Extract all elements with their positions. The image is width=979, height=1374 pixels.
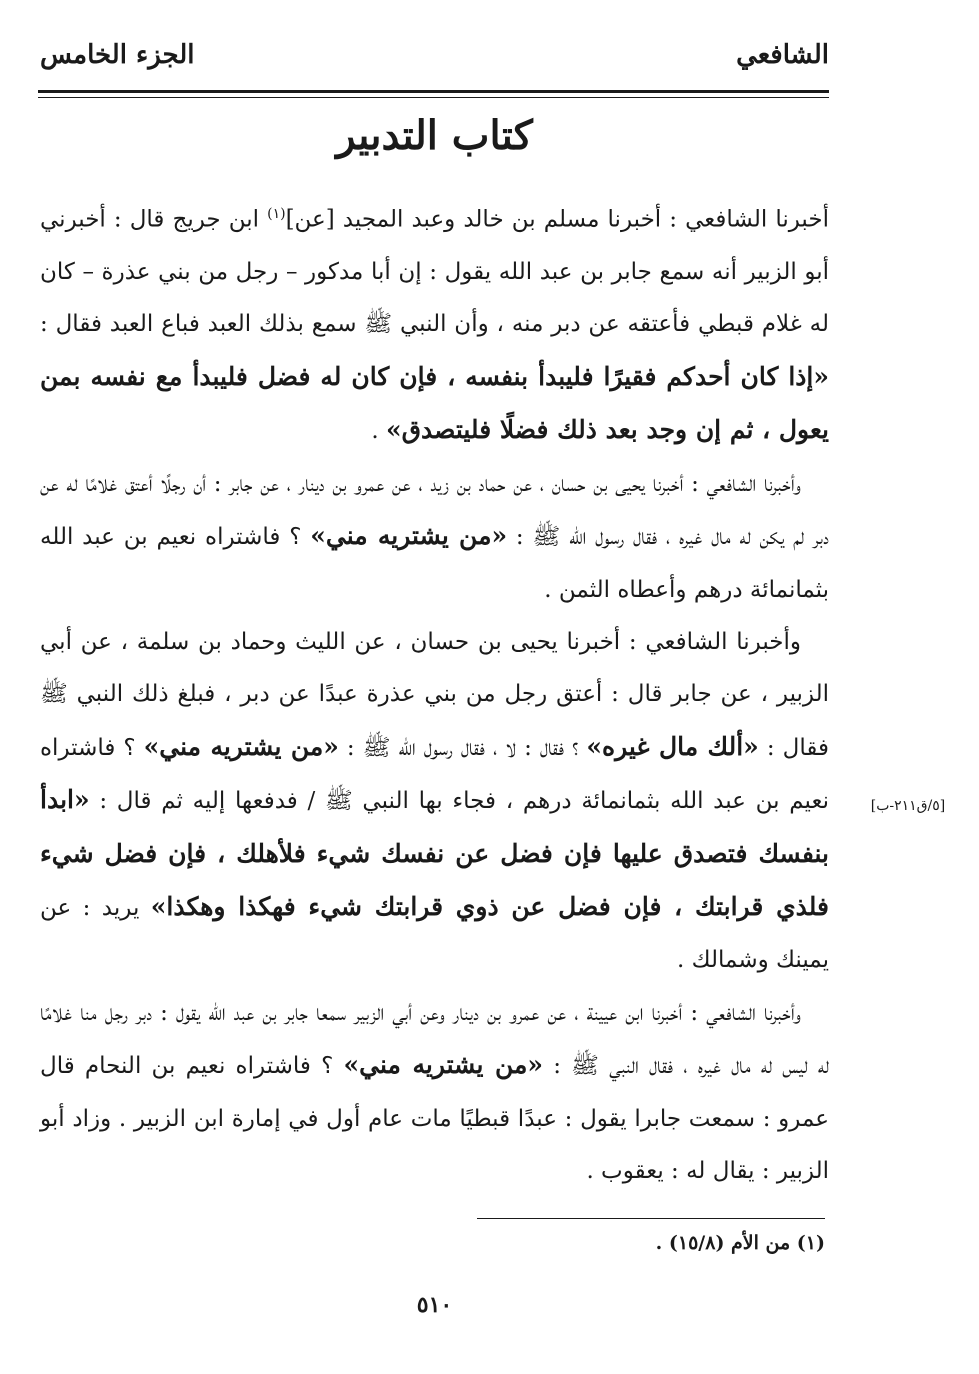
- paragraph-text: ؟ فاشتراه نعيم بن النحام قال عمرو : سمعت جابرا يقول : عبدًا قبطيًا مات عام أول في إمارة ابن الزبير . وزاد أبو الزبير : يقال له : يعقوب .: [40, 1053, 829, 1184]
- page-number: ٥١٠: [416, 1292, 453, 1318]
- footnote-rule: [477, 1218, 825, 1219]
- chapter-title: كتاب التدبير: [336, 112, 533, 159]
- hadith-quote: «ألك مال غيره»: [586, 731, 759, 761]
- header-rule-thin: [38, 97, 829, 98]
- paragraph-text: وأخبرنا الشافعي : أخبرنا ابن عيينة ، عن عمرو بن دينار وعن أبي الزبير سمعا جابر بن عبد الله يقول : دبر رجل منا غلامًا له ليس له مال غيره ، فقال النبي ﷺ :: [40, 999, 829, 1080]
- hadith-quote: «من يشتريه مني»: [143, 731, 339, 761]
- manuscript-folio-note: [٥/ق٢١١-ب]: [870, 798, 946, 814]
- paragraph-text: ؟ فاشتراه نعيم بن عبد الله بثمانمائة درهم ، فجاء بها النبي ﷺ / فدفعها إليه ثم قال :: [40, 734, 829, 815]
- footnote: (١) من الأم (١٥/٨) .: [655, 1232, 825, 1254]
- running-header: [40, 40, 829, 86]
- paragraph: [40, 616, 829, 987]
- running-header-book-title: الشافعي: [736, 40, 829, 70]
- hadith-quote: «من يشتريه مني»: [310, 521, 508, 551]
- paragraph-text: ابن جريج قال : أخبرني أبو الزبير أنه سمع جابر بن عبد الله يقول : إن أبا مدكور – رجل من بني عذرة – كان له غلام قبطي فأعتقه عن دبر منه ، وأن النبي ﷺ سمع بذلك العبد فباع العبد فقال :: [40, 206, 829, 338]
- paragraph: [40, 188, 829, 458]
- paragraph: [40, 458, 829, 616]
- hadith-quote: «ابدأ بنفسك فتصدق عليها فإن فضل عن نفسك شيء فلأهلك ، فإن فضل شيء فلذي قرابتك ، فإن فضل عن ذوي قرابتك شيء فهكذا وهكذا»: [40, 785, 830, 921]
- footnote-marker: (١): [267, 206, 286, 222]
- paragraph-text: ؟ فاشتراه نعيم بن عبد الله بثمانمائة درهم وأعطاه الثمن .: [40, 524, 829, 603]
- paragraph-text: .: [371, 418, 386, 445]
- paragraph-text: يريد : عن يمينك وشمالك .: [40, 894, 829, 974]
- running-header-part-label: الجزء الخامس: [40, 40, 195, 70]
- paragraph-text: وأخبرنا الشافعي : أخبرنا يحيى بن حسان ، عن الليث وحماد بن سلمة ، عن أبي الزبير ، عن جابر قال : أعتق رجل من بني عذرة عبدًا عن دبر ، فبلغ ذلك النبي ﷺ فقال :: [40, 628, 829, 761]
- paragraph-text: أخبرنا الشافعي : أخبرنا مسلم بن خالد وعبد المجيد [عن]: [285, 206, 829, 233]
- body-text: [40, 188, 829, 1197]
- hadith-quote: «إذا كان أحدكم فقيرًا فليبدأ بنفسه ، فإن كان له فضل فليبدأ مع نفسه بمن يعول ، ثم إن وجد بعد ذلك فضلًا فليتصدق»: [40, 361, 829, 445]
- header-rule-thick: [38, 90, 829, 93]
- paragraph-text: ؟ فقال : لا ، فقال رسول الله ﷺ :: [338, 734, 587, 761]
- hadith-quote: «من يشتريه مني»: [343, 1050, 544, 1080]
- paragraph-text: وأخبرنا الشافعي : أخبرنا يحيى بن حسان ، عن حماد بن زيد ، عن عمرو بن دينار ، عن جابر : أن رجلًا أعتق غلامًا له عن دبر لم يكن له مال غيره ، فقال رسول الله ﷺ :: [40, 470, 830, 551]
- paragraph: [40, 987, 829, 1198]
